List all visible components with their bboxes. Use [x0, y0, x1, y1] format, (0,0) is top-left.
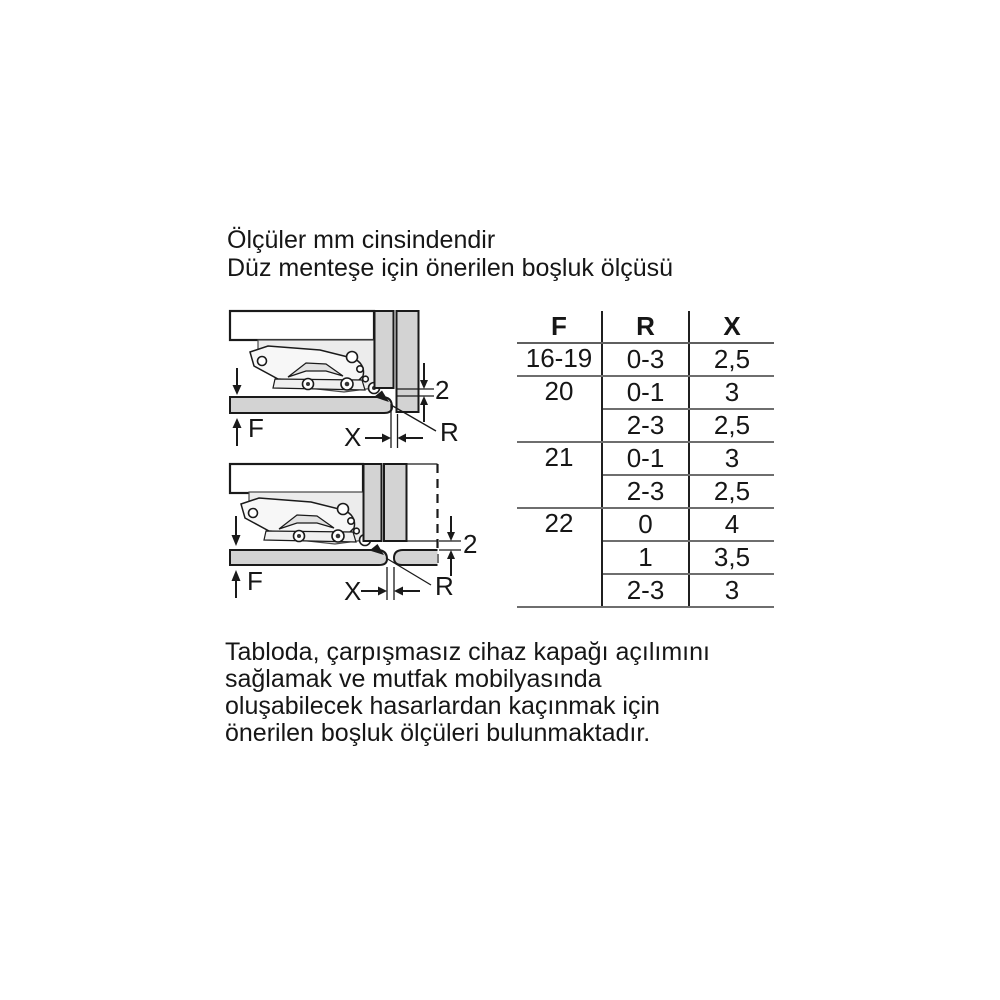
header-r: R [602, 311, 689, 343]
cell-f: 21 [517, 442, 602, 508]
furniture-door-panel [384, 464, 407, 541]
diagram-flat-hinge-wide-front [218, 455, 483, 613]
cell-r: 2-3 [602, 574, 689, 607]
appliance-door-panel [375, 311, 394, 388]
title-block [227, 226, 673, 282]
cabinet-top-panel [230, 311, 374, 340]
diagram-flat-hinge-flush [218, 298, 478, 453]
table-row [517, 376, 774, 409]
label-gap-2: 2 [435, 375, 450, 405]
cell-r: 0-1 [602, 376, 689, 409]
cell-r: 0 [602, 508, 689, 541]
cell-f: 20 [517, 376, 602, 442]
dimension-x [344, 567, 420, 606]
label-r: R [440, 417, 459, 447]
lower-furniture-panel [230, 397, 392, 413]
header-x: X [689, 311, 774, 343]
label-x: X [344, 422, 362, 452]
note-line: önerilen boşluk ölçüleri bulunmaktadır. [225, 719, 651, 747]
cell-f: 16-19 [517, 343, 602, 376]
furniture-door-panel [397, 311, 419, 412]
table-header-row [517, 311, 774, 343]
label-f: F [247, 566, 263, 596]
hinge-assembly-icon [250, 340, 380, 394]
cell-x: 3,5 [689, 541, 774, 574]
title-line-subtitle: Düz menteşe için önerilen boşluk ölçüsü [227, 254, 674, 282]
cell-r: 2-3 [602, 475, 689, 508]
dimension-gap-2 [439, 516, 477, 576]
note-line: oluşabilecek hasarlardan kaçınmak için [225, 692, 660, 720]
cell-x: 3 [689, 442, 774, 475]
cell-x: 3 [689, 574, 774, 607]
cell-r: 2-3 [602, 409, 689, 442]
note-paragraph [225, 639, 710, 747]
label-f: F [248, 413, 264, 443]
note-line: sağlamak ve mutfak mobilyasında [225, 665, 602, 693]
door-extension-outline [407, 464, 438, 541]
label-x: X [344, 576, 362, 606]
cabinet-top-panel [230, 464, 363, 493]
table-row [517, 442, 774, 475]
cell-x: 4 [689, 508, 774, 541]
title-line-units: Ölçüler mm cinsindendir [227, 226, 496, 254]
note-line: Tabloda, çarpışmasız cihaz kapağı açılımını [225, 638, 710, 666]
cell-x: 2,5 [689, 409, 774, 442]
hinge-assembly-icon [241, 492, 371, 546]
spacing-table [517, 311, 774, 608]
cell-r: 0-1 [602, 442, 689, 475]
label-r: R [435, 571, 454, 601]
cell-r: 1 [602, 541, 689, 574]
label-gap-2: 2 [463, 529, 478, 559]
cell-x: 2,5 [689, 343, 774, 376]
cell-f: 22 [517, 508, 602, 607]
table-row [517, 508, 774, 541]
cell-r: 0-3 [602, 343, 689, 376]
cell-x: 3 [689, 376, 774, 409]
cell-x: 2,5 [689, 475, 774, 508]
lower-furniture-panel-right [394, 550, 438, 565]
lower-furniture-panel [230, 550, 387, 565]
appliance-door-panel [364, 464, 382, 541]
header-f: F [517, 311, 602, 343]
table-row [517, 343, 774, 376]
spacing-table-body [517, 343, 774, 607]
